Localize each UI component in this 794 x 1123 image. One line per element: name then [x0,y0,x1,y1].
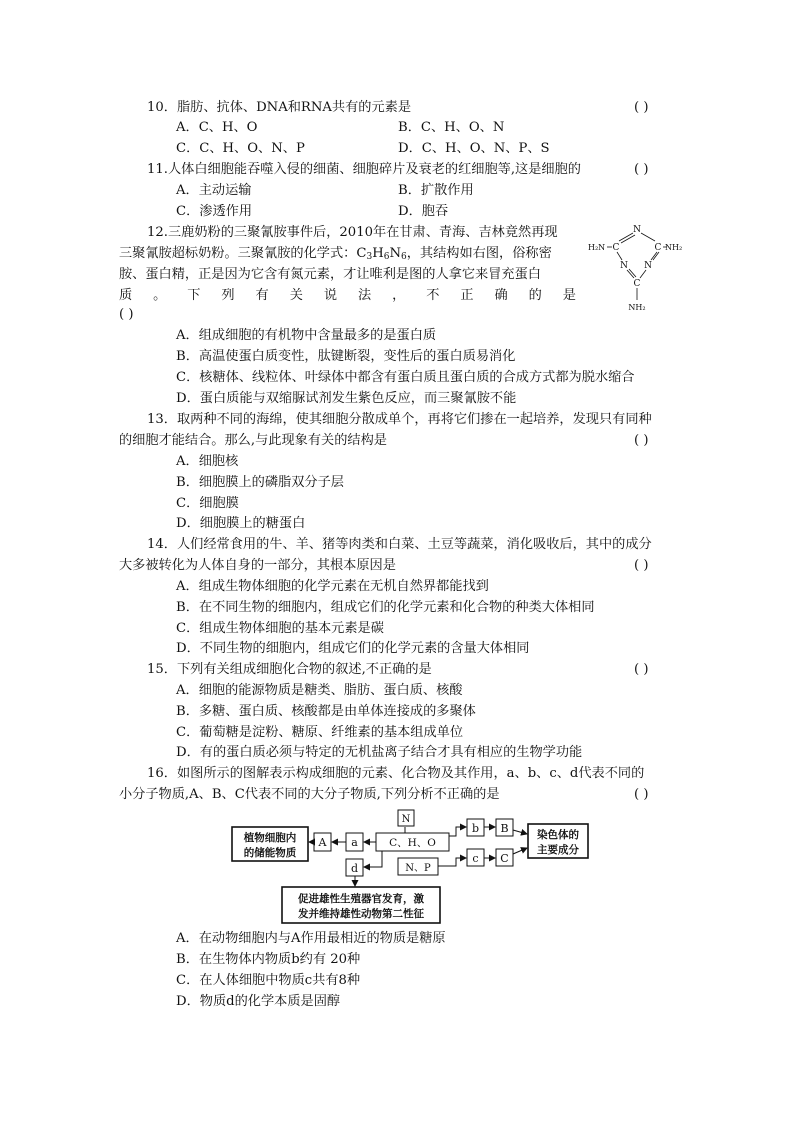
melamine-structure-diagram [586,222,690,314]
q13-answer-blank: ( ) [634,433,649,448]
q13-option-b: B．细胞膜上的磷脂双分子层 [176,475,344,490]
storage-label-2: 的储能物质 [243,847,297,859]
q14-line-1: 14．人们经常食用的牛、羊、猪等肉类和白菜、土豆等蔬菜，消化吸收后，其中的成分 [147,537,652,552]
q13-option-d: D．细胞膜上的糖蛋白 [176,516,306,531]
ring-c-right: C [654,243,662,253]
q10-answer-blank: ( ) [634,100,649,115]
q10-option-a: A．C、H、O [176,120,258,135]
chromosome-label-1: 染色体的 [537,829,579,841]
q12-option-a: A．组成细胞的有机物中含量最多的是蛋白质 [176,328,437,343]
q11-option-d: D．胞吞 [398,204,449,219]
label-cho: C、H、O [389,837,436,849]
q14-option-d: D．不同生物的细胞内，组成它们的化学元素的含量大体相同 [176,641,530,656]
q15-answer-blank: ( ) [634,662,649,677]
q11-option-c: C．渗透作用 [176,204,253,219]
q10-option-d: D．C、H、O、N、P、S [398,141,550,156]
q12-line-2: 三聚氰胺超标奶粉。三聚氰胺的化学式：$C_3H_6N_6$，其结构如右图，俗称密 [119,246,552,262]
q16-option-d: D．物质d的化学本质是固醇 [176,994,341,1009]
q13-line-2: 的细胞才能结合。那么,与此现象有关的结构是 [119,433,387,448]
q12-line-3: 胺、蛋白精，正是因为它含有氮元素，才让唯利是图的人拿它来冒充蛋白 [119,267,541,282]
q14-line-2: 大多被转化为人体自身的一部分，其根本原因是 [119,558,396,573]
q16-line-1: 16．如图所示的图解表示构成细胞的元素、化合物及其作用，a、b、c、d代表不同的 [147,766,645,781]
storage-label-1: 植物细胞内 [243,832,297,844]
q10-stem: 10．脂肪、抗体、DNA和RNA共有的元素是 [147,100,412,115]
q15-option-c: C．葡萄糖是淀粉、糖原、纤维素的基本组成单位 [176,725,464,740]
q16-line-2: 小分子物质,A、B、C代表不同的大分子物质,下列分析不正确的是 [119,787,500,802]
nh2-left-label: H₂N [588,243,606,252]
ring-n-left: N [620,261,628,271]
label-B: B [500,822,509,835]
q16-option-b: B．在生物体内物质b约有 20种 [176,952,361,967]
label-N: N [401,814,411,825]
label-a: a [351,836,358,849]
q15-option-d: D．有的蛋白质必须与特定的无机盐离子结合才具有相应的生物学功能 [176,745,583,760]
ring-n-top: N [633,225,641,235]
chromosome-label-2: 主要成分 [537,844,579,856]
q10-option-b: B．C、H、O、N [398,120,505,135]
ring-c-left: C [612,243,620,253]
q12-option-c: C．核糖体、线粒体、叶绿体中都含有蛋白质且蛋白质的合成方式都为脱水缩合 [176,370,635,385]
q16-option-a: A．在动物细胞内与A作用最相近的物质是糖原 [176,931,446,946]
q12-answer-blank: ( ) [119,307,134,322]
label-c: c [472,852,479,865]
q16-option-c: C．在人体细胞中物质c共有8种 [176,973,361,988]
label-b: b [471,822,480,835]
q11-stem: 11.人体白细胞能吞噬入侵的细菌、细胞碎片及衰老的红细胞等,这是细胞的 [147,162,581,177]
q16-answer-blank: ( ) [634,787,649,802]
q13-option-a: A．细胞核 [176,454,239,469]
q15-option-a: A．细胞的能源物质是糖类、脂肪、蛋白质、核酸 [176,683,463,698]
ring-n-right: N [644,261,652,271]
q14-option-a: A．组成生物体细胞的化学元素在无机自然界都能找到 [176,579,489,594]
q10-option-c: C．C、H、O、N、P [176,141,305,156]
nh2-right-label: NH₂ [665,243,683,252]
q12-option-d: D．蛋白质能与双缩脲试剂发生紫色反应，而三聚氰胺不能 [176,391,517,406]
q11-option-a: A．主动运输 [176,183,252,198]
q14-answer-blank: ( ) [634,558,649,573]
q13-option-c: C．细胞膜 [176,496,239,511]
label-NP: N、P [405,863,431,874]
q14-option-c: C．组成生物体细胞的基本元素是碳 [176,621,384,636]
label-C: C [500,852,509,865]
label-A: A [318,836,327,849]
q12-option-b: B．高温使蛋白质变性，肽键断裂，变性后的蛋白质易消化 [176,349,516,364]
q14-option-b: B．在不同生物的细胞内，组成它们的化学元素和化合物的种类大体相同 [176,600,595,615]
q12-line-1: 12.三鹿奶粉的三聚氰胺事件后，2010年在甘肃、青海、吉林竟然再现 [147,225,558,240]
q15-option-b: B．多糖、蛋白质、核酸都是由单体连接成的多聚体 [176,704,476,719]
q11-option-b: B．扩散作用 [398,183,474,198]
promote-label-1: 促进雄性生殖器官发育，激 [298,893,424,905]
q15-stem: 15．下列有关组成细胞化合物的叙述,不正确的是 [147,662,432,677]
q12-line-4: 质 。 下 列 有 关 说 法 ， 不 正 确 的 是 [119,288,576,303]
ring-c-bottom: C [633,279,641,289]
label-d: d [350,862,359,875]
nh2-bottom-label: NH₂ [628,303,646,312]
q13-line-1: 13．取两种不同的海绵，使其细胞分散成单个，再将它们掺在一起培养，发现只有同种 [147,412,652,427]
element-compound-diagram [230,806,592,926]
q11-answer-blank: ( ) [634,162,649,177]
promote-label-2: 发并维持雄性动物第二性征 [298,908,424,920]
